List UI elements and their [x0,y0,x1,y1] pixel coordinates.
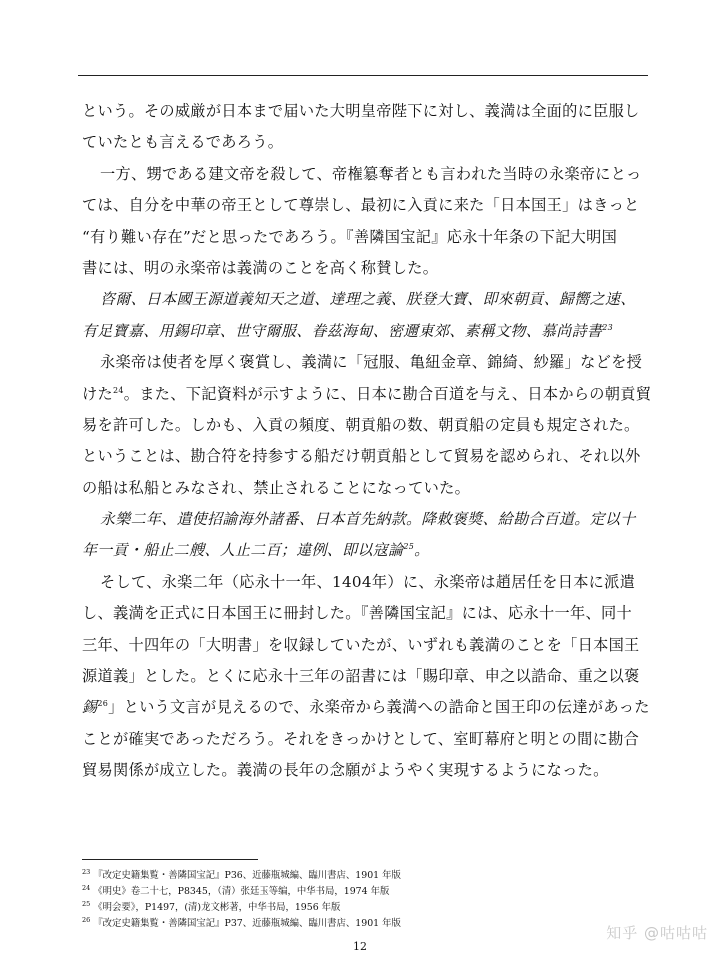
footnote [82,864,642,880]
text-line: 永楽帝は使者を厚く褒賞し、義満に「冠服、亀紐金章、錦綺、紗羅」などを授 [100,353,643,372]
quote-line [82,535,642,566]
text-line: ことが確実であっただろう。それをきっかけとして、室町幕府と明との間に勘合 [82,729,640,748]
footnote-text: 『改定史籍集覧・善隣国宝記』P37、近藤瓶城編、臨川書店、1901 年版 [93,918,401,930]
footnote [82,912,642,928]
body-text [82,96,652,787]
footnote-text: 《明会要》，P1497，(清)龙文彬著，中华书局，1956 年版 [93,902,341,914]
footnote-number: 24 [82,884,91,892]
text-line: ということは、勘合符を持参する船だけ朝貢船として貿易を認められ、それ以外 [82,447,641,466]
footnote-ref: 26 [97,699,109,709]
footnote-text: 《明史》卷二十七，P8345，（清）张廷玉等编，中华书局，1974 年版 [93,886,390,898]
text-line: 貿易関係が成立した。義満の長年の念願がようやく実現するようになった。 [82,761,609,780]
footnote-rule [82,859,258,860]
text-line: という。その威厳が日本まで届いた大明皇帝陛下に対し、義満は全面的に臣服し [82,102,640,120]
page-number: 12 [353,940,367,953]
text-line: 一方、甥である建文帝を殺して、帝権簒奪者とも言われた当時の永楽帝にとっ [100,164,642,183]
text-line: 源道義」とした。とくに応永十三年の詔書には「賜印章、申之以誥命、重之以褒 [82,667,640,686]
text-segment: 」という文言が見えるので、永楽帝から義満への誥命と国王印の伝達があった [108,698,650,717]
footnotes [82,864,642,928]
text-segment: 錫 [82,698,98,717]
text-line: そして、永楽二年（応永十一年、1404年）に、永楽帝は趙居任を日本に派遣 [100,572,636,591]
text-line [82,379,652,410]
footnote-number: 23 [82,868,91,876]
quote-text: 。 [414,541,430,560]
quote-text: 有足寶嘉、用錫印章、世守爾服、眷茲海甸、密邇東郊、素稱文物、慕尚詩書 [82,321,603,340]
text-line: “有り難い存在”だと思ったであろう。『善隣国宝記』応永十年条の下記大明国 [82,227,618,246]
footnote [82,880,642,896]
quote-line: 咨爾、日本國王源道義知天之道、達理之義、朕登大寶、即來朝貢、歸嚮之速、 [100,290,636,309]
footnote [82,896,642,912]
text-line: 三年、十四年の「大明書」を収録していたが、いずれも義満のことを「日本国王 [82,635,640,654]
quote-text: 年一貢・船止二艘、人止二百；違例、即以寇論 [82,541,404,560]
footnote-ref: 23 [602,322,613,332]
text-segment: けた [82,384,113,403]
text-segment: 。また、下記資料が示すように、日本に勘合百道を与え、日本からの朝貢貿 [123,384,652,403]
quote-line: 永樂二年、遣使招諭海外諸番、日本首先納款。降敕褒獎、給勘合百道。定以十 [100,510,636,529]
text-line: 書には、明の永楽帝は義満のことを高く称賛した。 [82,258,439,277]
footnote-number: 26 [82,916,91,924]
text-line: ては、自分を中華の帝王として尊崇し、最初に入貢に来た「日本国王」はきっと [82,196,640,215]
footnote-ref: 24 [112,385,124,395]
text-line: の船は私船とみなされ、禁止されることになっていた。 [82,478,471,497]
footnote-number: 25 [82,900,91,908]
text-line: し、義満を正式に日本国王に冊封した。『善隣国宝記』には、応永十一年、同十 [82,604,632,623]
footnote-text: 『改定史籍集覧・善隣国宝記』P36、近藤瓶城編、臨川書店、1901 年版 [93,870,401,882]
quote-line [82,316,642,347]
watermark: 知乎 @咕咕咕 [606,924,708,942]
header-rule [78,75,648,76]
footnote-ref: 25 [403,542,415,552]
text-line [82,692,650,723]
text-line: 易を許可した。しかも、入貢の頻度、朝貢船の数、朝貢船の定員も規定された。 [82,415,640,434]
text-line: ていたとも言えるであろう。 [82,133,284,152]
